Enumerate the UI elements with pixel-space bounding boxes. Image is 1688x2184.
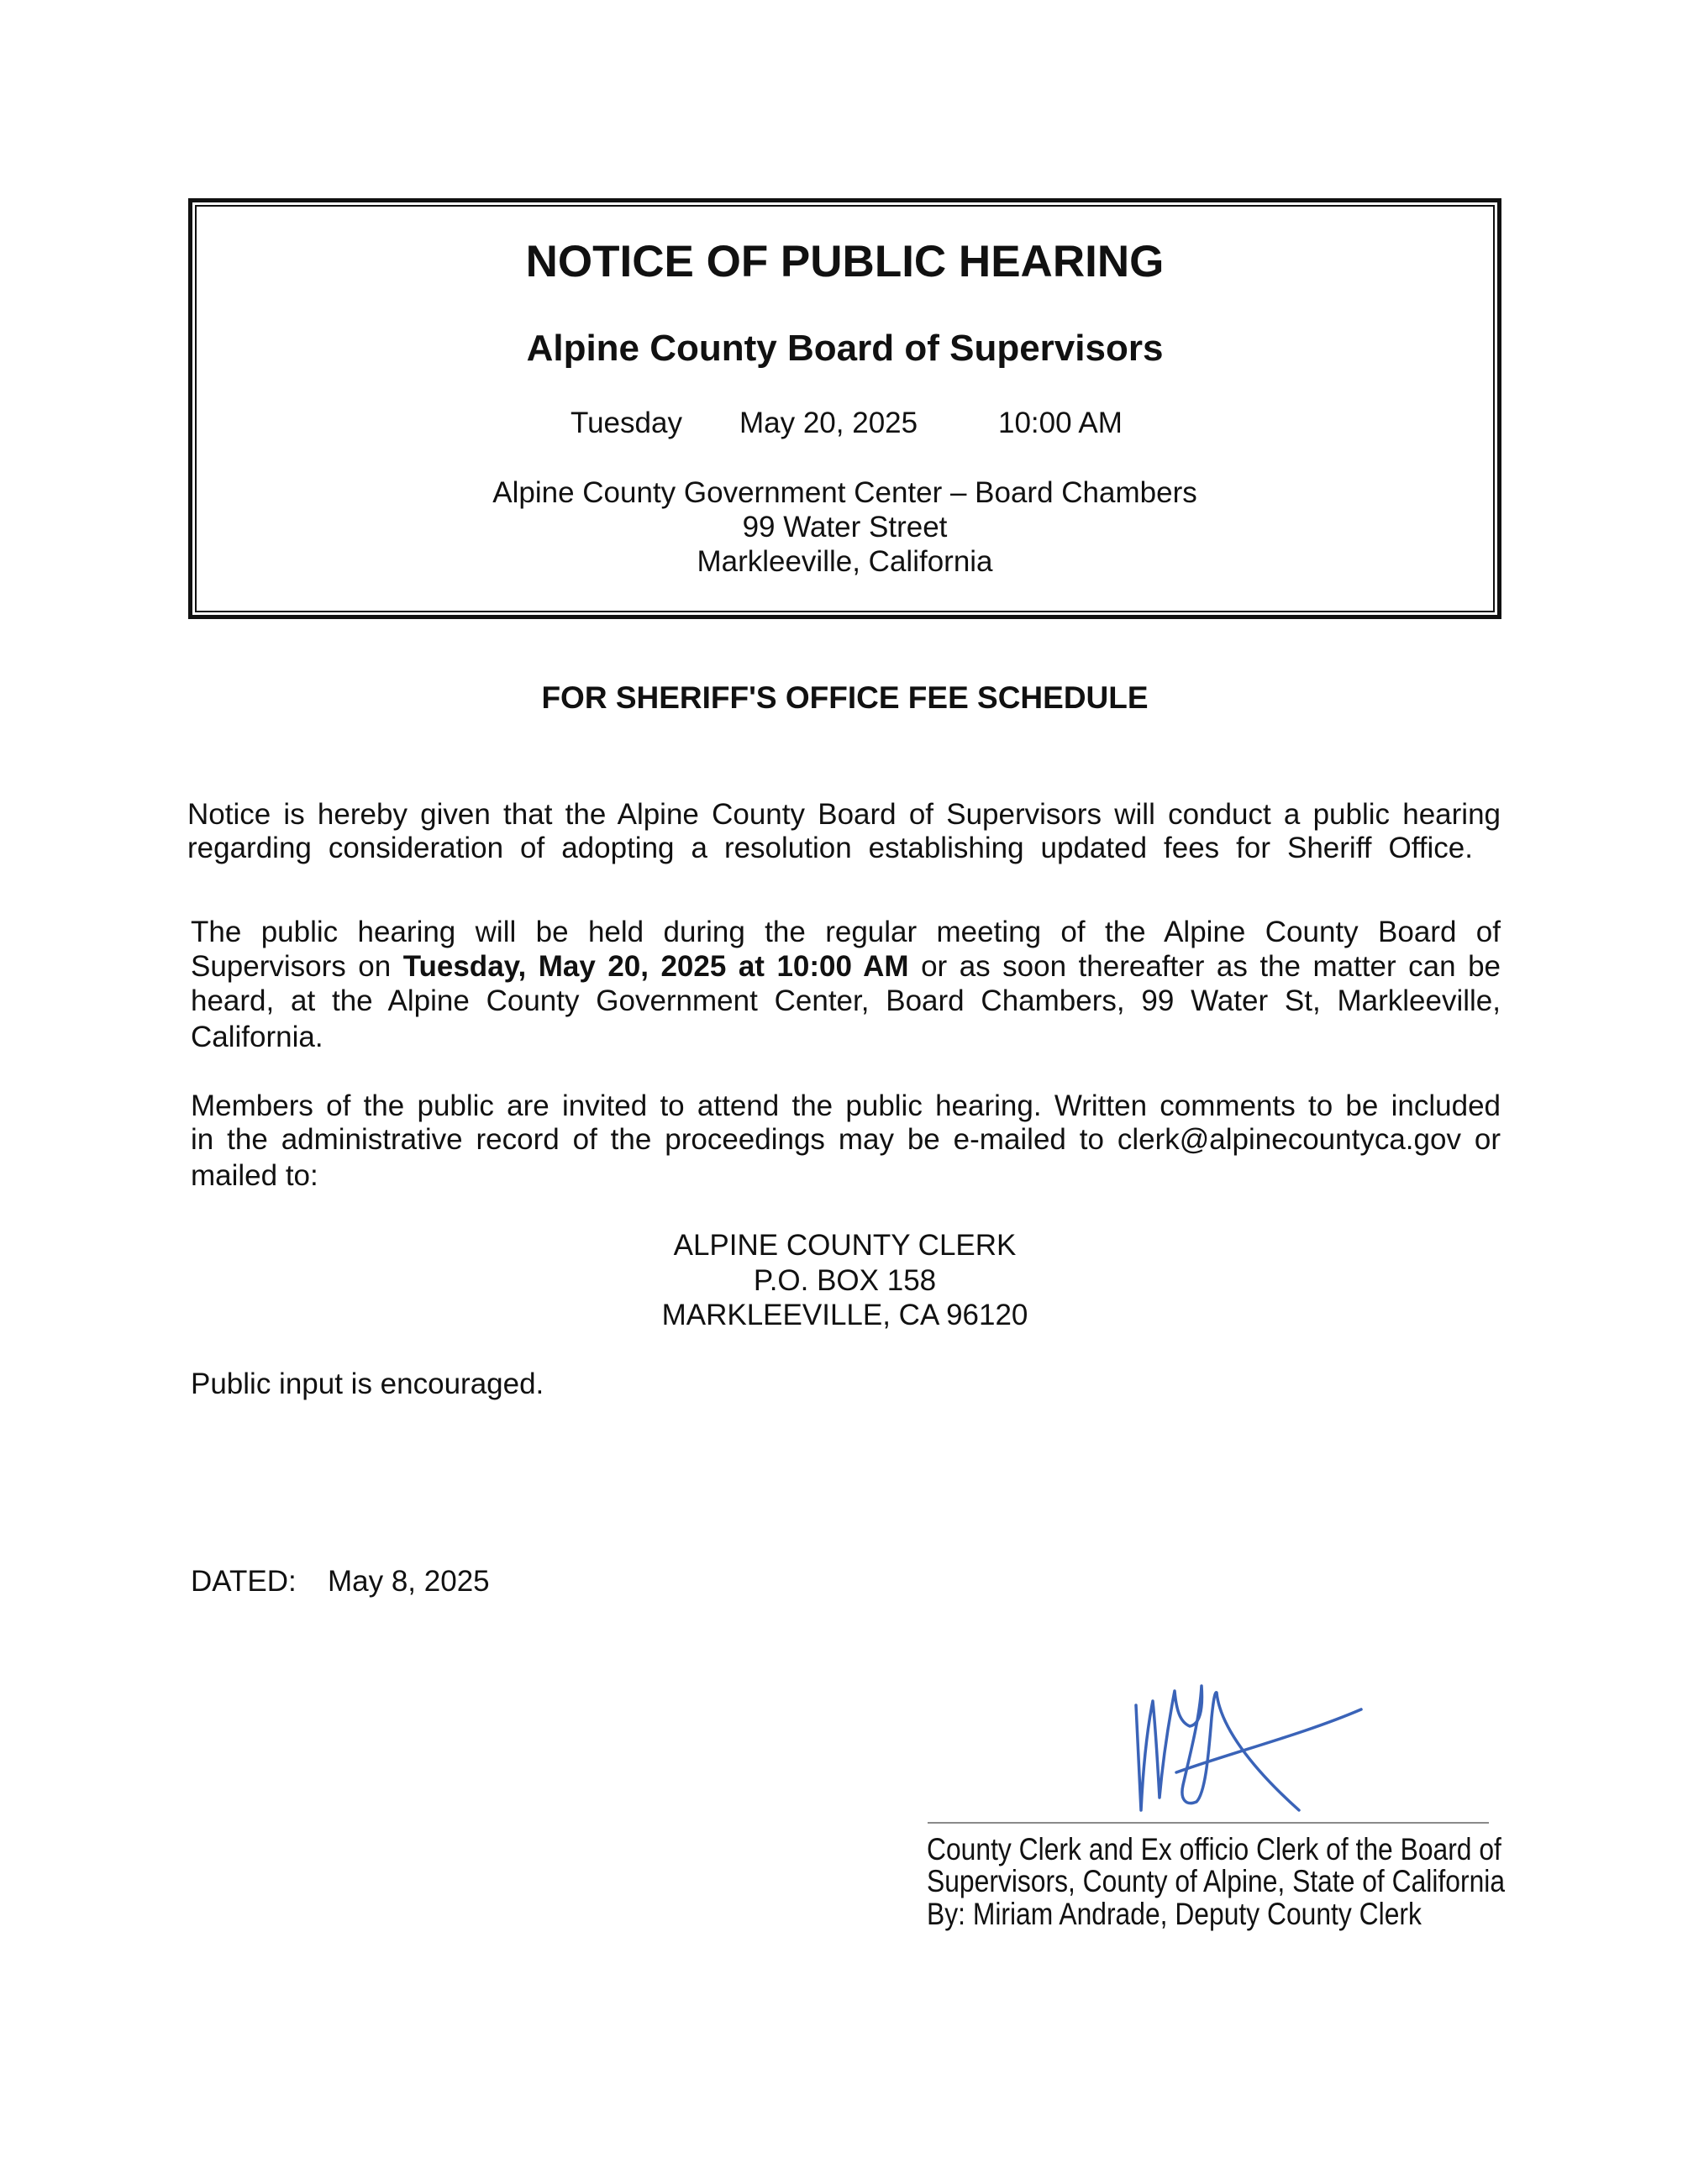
address-po-box: P.O. BOX 158 <box>753 1264 937 1297</box>
address-name: ALPINE COUNTY CLERK <box>673 1229 1017 1262</box>
text-run: or <box>1460 1123 1501 1156</box>
paragraph-line: The public hearing will be held during the regular meeting of the Alpine County Board of <box>191 916 1501 948</box>
text-run: in the administrative record of the proceedings may be e-mailed to <box>191 1123 1117 1156</box>
handwritten-signature <box>1109 1676 1386 1819</box>
text-run: or as soon thereafter as the matter can be <box>908 950 1501 983</box>
hearing-street: 99 Water Street <box>742 511 948 543</box>
text-run: Supervisors on <box>191 950 403 983</box>
hearing-venue: Alpine County Government Center – Board Chambers <box>492 476 1197 509</box>
paragraph-line: California. <box>191 1021 323 1053</box>
hearing-date: May 20, 2025 <box>739 407 918 439</box>
notice-title: NOTICE OF PUBLIC HEARING <box>525 237 1165 286</box>
dated-value: May 8, 2025 <box>328 1565 490 1598</box>
closing-statement: Public input is encouraged. <box>191 1368 544 1400</box>
board-name: Alpine County Board of Supervisors <box>526 328 1164 369</box>
hearing-day: Tuesday <box>571 407 682 439</box>
hearing-time: 10:00 AM <box>998 407 1123 439</box>
paragraph-line: Notice is hereby given that the Alpine County Board of Supervisors will conduct a public hearing <box>187 798 1501 831</box>
paragraph-line: mailed to: <box>191 1159 318 1192</box>
paragraph-line: Members of the public are invited to attend the public hearing. Written comments to be included <box>191 1089 1501 1122</box>
dated-label: DATED: <box>191 1565 297 1598</box>
paragraph-line <box>191 952 1501 981</box>
paragraph-line: heard, at the Alpine County Government Center, Board Chambers, 99 Water St, Markleeville, <box>191 984 1501 1017</box>
signature-signer-line: By: Miriam Andrade, Deputy County Clerk <box>927 1897 1422 1931</box>
subject-heading: FOR SHERIFF'S OFFICE FEE SCHEDULE <box>541 680 1149 715</box>
signature-title-line: County Clerk and Ex officio Clerk of the Board of <box>927 1832 1501 1866</box>
paragraph-line: regarding consideration of adopting a resolution establishing updated fees for Sheriff Office. <box>187 832 1473 864</box>
clerk-email-link[interactable]: clerk@alpinecountyca.gov <box>1117 1123 1461 1156</box>
address-city: MARKLEEVILLE, CA 96120 <box>661 1299 1028 1331</box>
signature-title-line: Supervisors, County of Alpine, State of California <box>927 1864 1506 1898</box>
hearing-city: Markleeville, California <box>697 545 993 578</box>
hearing-datetime-emphasis: Tuesday, May 20, 2025 at 10:00 AM <box>402 950 909 983</box>
paragraph-line <box>191 1125 1501 1154</box>
signature-line <box>928 1822 1489 1824</box>
